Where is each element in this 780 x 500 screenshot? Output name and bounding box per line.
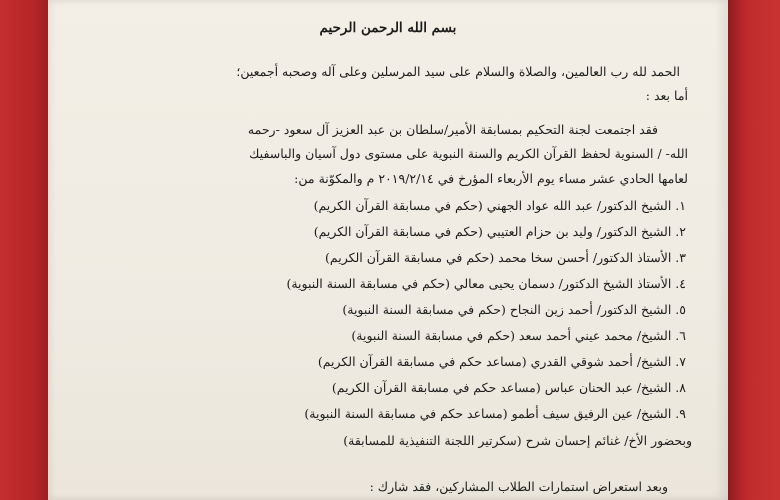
folder-right-edge	[728, 0, 780, 500]
member-item: ٢. الشيخ الدكتور/ وليد بن حزام العتيبي (حكم في مسابقة القرآن الكريم)	[313, 224, 686, 239]
intro-line-2: الله- / السنوية لحفظ القرآن الكريم والسنة النبوية على مستوى دول آسيان والباسفيك	[249, 146, 688, 161]
intro-line-3: لعامها الحادي عشر مساء يوم الأربعاء المؤرخ في ٢٠١٩/٢/١٤ م والمكوّنة من:	[294, 171, 688, 186]
praise-line: الحمد لله رب العالمين، والصلاة والسلام على سيد المرسلين وعلى آله وصحبه أجمعين؛	[236, 64, 680, 79]
member-item: ٧. الشيخ/ أحمد شوقي القدري (مساعد حكم في مسابقة القرآن الكريم)	[317, 354, 686, 369]
member-item: ٨. الشيخ/ عبد الحنان عباس (مساعد حكم في مسابقة القرآن الكريم)	[331, 380, 686, 395]
intro-line-1: فقد اجتمعت لجنة التحكيم بمسابقة الأمير/سلطان بن عبد العزيز آل سعود -رحمه	[247, 122, 658, 137]
attendance-line: وبحضور الأخ/ غنائم إحسان شرح (سكرتير اللجنة التنفيذية للمسابقة)	[343, 433, 692, 448]
basmala-heading: بسم الله الرحمن الرحيم	[319, 20, 457, 36]
member-item: ٦. الشيخ/ محمد عيني أحمد سعد (حكم في مسابقة السنة النبوية)	[351, 328, 686, 343]
review-line: وبعد استعراض استمارات الطلاب المشاركين، فقد شارك :	[369, 479, 668, 494]
member-item: ٣. الأستاذ الدكتور/ أحسن سخا محمد (حكم في مسابقة القرآن الكريم)	[325, 250, 686, 265]
document-page	[48, 0, 728, 500]
member-item: ٥. الشيخ الدكتور/ أحمد زين النجاح (حكم في مسابقة السنة النبوية)	[342, 302, 686, 317]
member-item: ٤. الأستاذ الشيخ الدكتور/ دسمان يحيى معالي (حكم في مسابقة السنة النبوية)	[286, 276, 686, 291]
folder-left-edge	[0, 0, 48, 500]
member-item: ١. الشيخ الدكتور/ عبد الله عواد الجهني (حكم في مسابقة القرآن الكريم)	[313, 198, 686, 213]
member-item: ٩. الشيخ/ عين الرفيق سيف أطمو (مساعد حكم في مسابقة السنة النبوية)	[304, 406, 686, 421]
amma-baad-line: أما بعد :	[645, 88, 688, 103]
